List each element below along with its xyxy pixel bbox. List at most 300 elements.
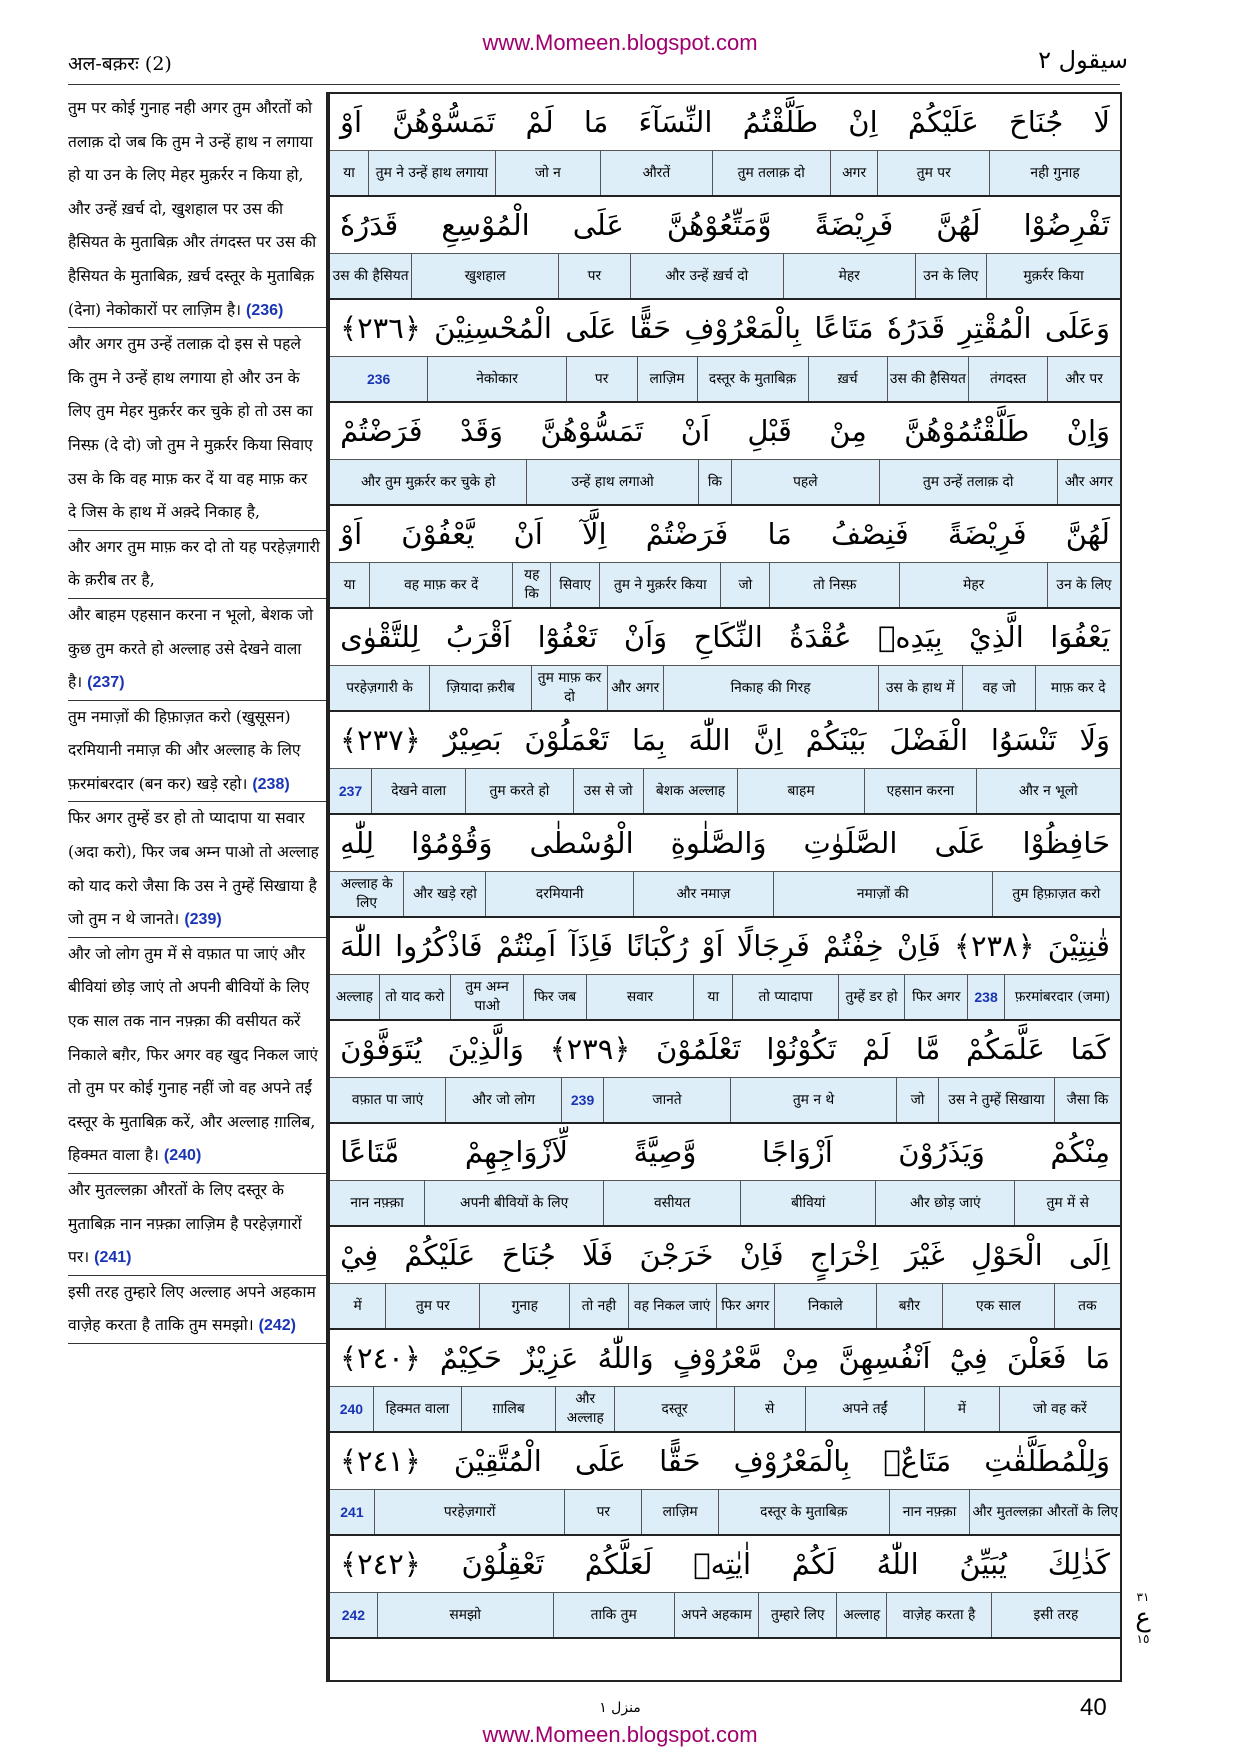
gloss-cell: पर [566,357,637,401]
arabic-word: اَقْرَبُ [446,620,512,654]
translation-paragraph [68,328,326,531]
translation-paragraph [68,531,326,599]
arabic-word: اللّٰهَ [340,929,383,963]
gloss-cell: सिवाए [550,563,599,607]
arabic-word: لَعَلَّكُمْ [584,1547,653,1581]
gloss-row [330,975,1120,1019]
gloss-cell: लाज़िम [637,357,697,401]
gloss-cell: ज़ियादा क़रीब [429,666,531,710]
arabic-word: وَقَدْ [459,414,504,448]
gloss-cell: तुम पर [877,151,989,195]
arabic-word: طَلَّقْتُمُ [742,105,819,139]
verse-reference: (237) [87,674,125,692]
gloss-row [330,563,1120,607]
verse-reference: (242) [258,1317,296,1335]
arabic-word: اِلَّآ [581,517,607,551]
gloss-cell: वह माफ़ कर दें [369,563,512,607]
gloss-cell: पर [564,1490,641,1534]
verse-reference: (236) [246,301,284,319]
verse-block [330,1433,1120,1536]
arabic-word: وَقُوْمُوْا [411,826,493,860]
arabic-word: اللّٰهَ [688,723,731,757]
gloss-row [330,769,1120,813]
arabic-word: بِالْمَعْرُوْفِ [733,1444,851,1478]
arabic-word: اَوْ [701,929,724,963]
gloss-row [330,254,1120,298]
translation-paragraph [68,701,326,803]
arabic-line [330,1227,1120,1284]
translation-text: और जो लोग तुम में से वफ़ात पा जाएं और बीवियां छोड़ जाएं तो अपनी बीवियों के लिए एक साल तक नान नफ़्क़ा की वसीयत करें निकाले बग़ैर, फिर अगर वह खुद निकल जाएं तो तुम पर कोई गुनाह नहीं जो वह अपने तईं दस्तूर के मुताबिक़ करें, और अल्लाह ग़ालिब, हिक्मत वाला है। [68,944,318,1165]
gloss-cell: बीवियां [740,1181,875,1225]
arabic-line [330,1330,1120,1387]
gloss-cell: अपने अहकाम [674,1593,758,1637]
gloss-cell: उस से जो [573,769,643,813]
arabic-word: قَبْلِ [747,414,792,448]
site-url-header: www.Momeen.blogspot.com [482,30,758,55]
gloss-cell: तुम अम्न पाओ [450,975,523,1019]
gloss-cell: अल्लाह [335,988,373,1005]
gloss-cell: नान नफ़्क़ा [350,1194,404,1211]
arabic-word: مَا [1085,1341,1110,1375]
gloss-cell: जैसा कि [1054,1078,1120,1122]
gloss-cell: जो [720,563,769,607]
arabic-word: كَمَا [1070,1032,1110,1066]
translation-text: और बाहम एहसान करना न भूलो, बेशक जो कुछ तुम करते हो अल्लाह उसे देखने वाला है। [68,605,314,692]
gloss-cell: और जो लोग [445,1078,561,1122]
gloss-cell: और मुतल्लक़ा औरतों के लिए [969,1490,1120,1534]
ruku-symbol: ع [1135,1603,1151,1633]
arabic-word: لَا [1093,105,1110,139]
arabic-word: بِالْمَعْرُوْفِ [684,311,801,345]
header-divider [68,84,1120,85]
gloss-cell: तुम्हारे लिए [758,1593,836,1637]
gloss-cell: हिक्मत वाला [373,1387,461,1431]
gloss-row [330,460,1120,504]
gloss-cell: परहेज़गारों [374,1490,565,1534]
gloss-cell: और अगर [607,666,663,710]
arabic-word: اللّٰهُ [876,1547,919,1581]
arabic-word: فَرَضْتُمْ [340,414,423,448]
arabic-word: لِّاَزْوَاجِهِمْ [464,1135,569,1169]
gloss-cell: अपनी बीवियों के लिए [424,1181,603,1225]
gloss-cell: निकाह की गिरह [663,666,878,710]
arabic-word: اِنَّ [753,723,783,757]
arabic-word: طَلَّقْتُمُوْهُنَّ [904,414,1030,448]
gloss-cell: उस की हैसियत [332,267,409,284]
arabic-word: تَنْسَوُا [990,723,1057,757]
gloss-cell: तुम तलाक़ दो [712,151,830,195]
gloss-cell: तंगदस्त [968,357,1047,401]
arabic-word: مِنْ [781,1341,820,1375]
arabic-word: تَكُوْنُوْا [766,1032,837,1066]
arabic-line [330,506,1120,563]
arabic-word: عَلَى [572,208,624,242]
gloss-cell: नान नफ़्क़ा [889,1490,970,1534]
arabic-word: بَصِيْرٌ [443,723,502,757]
gloss-verse-number: 236 [366,370,391,387]
arabic-word: بَيْنَكُمْ [805,723,867,757]
gloss-cell: उन के लिए [1047,563,1120,607]
gloss-cell: और तुम मुक़र्रर कर चुके हो [360,473,496,490]
arabic-line [330,94,1120,151]
translation-paragraph [68,1276,326,1344]
arabic-word: لَمْ [862,1032,891,1066]
verse-block [330,712,1120,815]
gloss-cell: नेकोकार [427,357,566,401]
arabic-word: مِنْ [829,414,867,448]
gloss-cell: अल्लाह के लिए [340,876,393,911]
gloss-cell: वह निकल जाएं [628,1284,716,1328]
arabic-word: حَافِظُوْا [1022,826,1110,860]
gloss-cell: नमाज़ों की [773,872,992,916]
arabic-word: الْمُحْسِنِيْنَ [434,311,552,345]
arabic-word: الَّذِيْ [969,620,1024,654]
arabic-word: عَلَيْكُمْ [404,1238,476,1272]
arabic-word: فَلَا [582,1238,614,1272]
gloss-verse-number: 237 [338,782,363,799]
arabic-word: جُنَاحَ [1009,105,1064,139]
arabic-word: قٰنِتِيْنَ [1047,929,1110,963]
arabic-word: فَرَضْتُمْ [645,517,729,551]
arabic-line [330,815,1120,872]
arabic-word: غَيْرَ [904,1238,945,1272]
gloss-cell: और उन्हें ख़र्च दो [630,254,783,298]
arabic-word: ﴿٢٤١﴾ [340,1444,421,1478]
arabic-word: كَذٰلِكَ [1047,1547,1110,1581]
translation-paragraph [68,802,326,937]
arabic-word: وَاَنْ [623,620,668,654]
gloss-cell: तक [1054,1284,1120,1328]
verse-reference: (239) [184,911,222,929]
translation-text: फिर अगर तुम्हें डर हो तो प्यादापा या सवार (अदा करो), फिर जब अम्न पाओ तो अल्लाह को याद करो जैसा कि उस ने तुम्हें सिखाया है जो तुम न थे जानते। [68,809,319,929]
gloss-cell: तो याद करो [379,975,450,1019]
gloss-row [330,1078,1120,1122]
arabic-word: اِلَى [1068,1238,1110,1272]
gloss-row [330,1593,1120,1637]
gloss-cell: निकाले [774,1284,876,1328]
arabic-word: وَعَلَى [1044,311,1110,345]
gloss-cell: मेहर [783,254,915,298]
gloss-cell: फिर अगर [716,1284,774,1328]
gloss-cell: माफ़ कर दे [1035,666,1120,710]
arabic-word: قَدَرُهٗ [340,208,399,242]
arabic-word: فَاِنْ [739,1238,784,1272]
gloss-row [330,1284,1120,1328]
gloss-cell: तुम हिफ़ाज़त करो [992,872,1120,916]
gloss-cell: तुम माफ़ कर दो [531,666,607,710]
gloss-cell: तो प्यादापा [732,975,837,1019]
arabic-line [330,1124,1120,1181]
arabic-line [330,1536,1120,1593]
gloss-cell: अपने तईं [805,1387,924,1431]
gloss-cell: खुशहाल [411,254,558,298]
arabic-word: اَنْ [513,517,543,551]
gloss-cell: ताकि तुम [553,1593,674,1637]
arabic-word: النِّسَآءَ [638,105,713,139]
translation-text: और अगर तुम माफ़ कर दो तो यह परहेज़गारी के क़रीब तर है, [68,537,320,590]
translation-paragraph [68,92,326,328]
arabic-word: عُقْدَةُ [789,620,852,654]
gloss-cell: बेशक अल्लाह [643,769,737,813]
arabic-word: الْمُوْسِعِ [441,208,530,242]
gloss-cell: एक साल [942,1284,1054,1328]
arabic-word: وَّصِيَّةً [633,1135,697,1169]
gloss-cell: परहेज़गारी के [346,679,413,696]
verse-block [330,94,1120,197]
arabic-word: وَالصَّلٰوةِ [670,826,767,860]
arabic-word: اَزْوَاجًا [761,1135,833,1169]
verse-reference: (241) [94,1249,132,1267]
arabic-word: مَتَاعٌۢ [883,1444,952,1478]
translation-paragraph [68,1174,326,1276]
arabic-word: يُبَيِّنُ [959,1547,1007,1581]
arabic-word: ﴿٢٣٨﴾ [953,929,1035,963]
arabic-word: الْمُقْتِرِ [958,311,1032,345]
arabic-word: عَلَّمَكُمْ [965,1032,1045,1066]
arabic-word: لِلّٰهِ [340,826,375,860]
verse-block [330,1021,1120,1124]
translation-text: इसी तरह तुम्हारे लिए अल्लाह अपने अहकाम वाज़ेह करता है ताकि तुम समझो। [68,1282,316,1335]
arabic-word: يَّعْفُوْنَ [401,517,475,551]
gloss-cell: सवार [586,975,693,1019]
arabic-word: تَمَسُّوْهُنَّ [392,105,496,139]
arabic-word: تَعْمَلُوْنَ [524,723,610,757]
arabic-word: فِيْ [340,1238,379,1272]
arabic-word: فَنِصْفُ [830,517,909,551]
verse-block [330,403,1120,506]
page-number: 40 [1080,1694,1107,1721]
gloss-cell: औरतें [600,151,712,195]
arabic-line [330,712,1120,769]
surah-title: अल-बक़रः (2) [68,53,172,75]
gloss-cell: तो निस्फ़ [769,563,899,607]
verse-block [330,1330,1120,1433]
arabic-line [330,1021,1120,1078]
manzil-label: منزل ١ [599,1700,641,1716]
arabic-word: لِلتَّقْوٰى [340,620,420,654]
arabic-word: اَوْ [340,517,363,551]
gloss-cell: उस की हैसियत [887,357,968,401]
arabic-word: تَفْرِضُوْا [1023,208,1110,242]
gloss-cell: और अगर [1057,460,1120,504]
arabic-word: اَوْ [340,105,363,139]
translation-text: और अगर तुम उन्हें तलाक़ दो इस से पहले कि तुम ने उन्हें हाथ लगाया हो और उन के लिए तुम मेहर मुक़र्रर कर चुके हो तो उस का निस्फ़ (दे दो) जो तुम ने मुक़र्रर किया सिवाए उस के कि वह माफ़ कर दें या वह माफ़ कर दे जिस के हाथ में अक़्दे निकाह है, [68,335,313,522]
ruku-bottom-number: ١٥ [1136,1632,1150,1646]
gloss-cell: यह कि [512,563,550,607]
arabic-word: عَلَى [574,1444,626,1478]
gloss-cell: जानते [603,1078,730,1122]
verse-block [330,815,1120,918]
arabic-word: عَلَيْكُمْ [907,105,979,139]
arabic-word: رُكْبَانًا [626,929,689,963]
arabic-word: يَعْفُوَا [1050,620,1110,654]
verse-reference: (238) [252,775,290,793]
translation-paragraph [68,599,326,701]
arabic-word: قَدَرُهٗ [886,311,946,345]
gloss-verse-number: 238 [967,975,1004,1019]
arabic-word: لَهُنَّ [936,208,981,242]
arabic-word: تَعْفُوْٓا [537,620,598,654]
gloss-cell: बग़ैर [876,1284,942,1328]
gloss-cell: ग़ालिब [461,1387,555,1431]
arabic-line [330,403,1120,460]
verse-block [330,918,1120,1021]
gloss-cell: तुम करते हो [465,769,572,813]
arabic-word: الْوُسْطٰى [529,826,634,860]
gloss-row [330,872,1120,916]
gloss-verse-number: 240 [339,1400,364,1417]
arabic-word: مَّتَاعًا [340,1135,400,1169]
translation-text: और मुतल्लक़ा औरतों के लिए दस्तूर के मुताबिक़ नान नफ़्क़ा लाज़िम है परहेज़गारों पर। [68,1181,302,1267]
gloss-verse-number: 239 [561,1078,603,1122]
gloss-cell: उस के हाथ में [878,666,963,710]
arabic-word: لَكُمْ [791,1547,836,1581]
gloss-cell: में [924,1387,999,1431]
gloss-cell: या [343,576,356,593]
gloss-cell: देखने वाला [371,769,465,813]
arabic-word: حَقًّا [659,1444,701,1478]
gloss-cell: और अल्लाह [555,1387,614,1431]
arabic-word: اَمِنْتُمْ [495,929,557,963]
gloss-cell: और खड़े रहो [403,872,485,916]
gloss-cell: तुम ने मुक़र्रर किया [599,563,720,607]
arabic-word: ﴿٢٤٠﴾ [340,1341,421,1375]
verse-block [330,1227,1120,1330]
gloss-cell: जो वह करें [999,1387,1120,1431]
gloss-cell: ख़र्च [808,357,887,401]
gloss-cell: जो न [495,151,600,195]
gloss-row [330,666,1120,710]
gloss-cell: तुम ने उन्हें हाथ लगाया [368,151,495,195]
gloss-row [330,1490,1120,1534]
arabic-line [330,197,1120,254]
gloss-cell: उन्हें हाथ लगाओ [526,460,697,504]
arabic-word: الْحَوْلِ [971,1238,1043,1272]
gloss-cell: वफ़ात पा जाएं [351,1091,424,1108]
arabic-word: وَاللّٰهُ [597,1341,654,1375]
gloss-cell: बाहम [737,769,864,813]
gloss-cell: और छोड़ जाएं [875,1181,1014,1225]
gloss-row [330,1387,1120,1431]
gloss-cell: तो नही [569,1284,627,1328]
gloss-cell: उस ने तुम्हें सिखाया [938,1078,1054,1122]
gloss-verse-number: 242 [341,1606,366,1623]
arabic-word: عَلَى [565,311,617,345]
arabic-word: فَعَلْنَ [1006,1341,1067,1375]
arabic-word: وَلِلْمُطَلَّقٰتِ [984,1444,1110,1478]
gloss-cell: मेहर [899,563,1047,607]
gloss-cell: जो [896,1078,938,1122]
gloss-row [330,151,1120,195]
arabic-word: حَقًّا [629,311,672,345]
arabic-word: وَاِنْ [1066,414,1110,448]
arabic-word: ﴿٢٣٧﴾ [340,723,421,757]
verse-block [330,300,1120,403]
arabic-word: مَتَاعًا [814,311,874,345]
gloss-cell: एहसान करना [864,769,976,813]
arabic-word: لَهُنَّ [1065,517,1110,551]
gloss-cell: गुनाह [479,1284,569,1328]
gloss-cell: उन के लिए [915,254,987,298]
gloss-cell: पर [558,254,630,298]
site-url-footer: www.Momeen.blogspot.com [482,1722,758,1747]
arabic-word: وَالَّذِيْنَ [447,1032,524,1066]
arabic-word: اِنْ [848,105,878,139]
arabic-word: خَرَجْنَ [639,1238,714,1272]
arabic-word: لَمْ [525,105,554,139]
arabic-word: فَاِنْ [896,929,941,963]
translation-text: तुम नमाज़ों की हिफ़ाज़त करो (खुसूसन) दरमियानी नमाज़ की और अल्लाह के लिए फ़रमांबरदार (बन कर) खड़े रहो। [68,707,301,793]
hindi-translation-column [68,92,328,1682]
gloss-verse-number: 241 [340,1503,364,1520]
arabic-word: اَنْفُسِهِنَّ [838,1341,931,1375]
arabic-word: وَيَذَرُوْنَ [898,1135,985,1169]
gloss-cell: या [693,975,732,1019]
gloss-cell: तुम न थे [730,1078,896,1122]
gloss-cell: दस्तूर [614,1387,733,1431]
gloss-cell: लाज़िम [641,1490,718,1534]
gloss-row [330,357,1120,401]
arabic-word: ﴿٢٣٦﴾ [340,311,421,345]
gloss-cell: समझो [377,1593,553,1637]
arabic-word: فَاذْكُرُوا [395,929,483,963]
gloss-cell: तुम उन्हें तलाक़ दो [879,460,1057,504]
arabic-word: يُتَوَفَّوْنَ [340,1032,423,1066]
arabic-word: فَرِيْضَةً [947,517,1027,551]
arabic-word: عَزِيْزٌ [521,1341,579,1375]
arabic-word: خِفْتُمْ [823,929,884,963]
verse-block [330,1124,1120,1227]
gloss-cell: दस्तूर के मुताबिक़ [697,357,808,401]
gloss-cell: नही गुनाह [989,151,1120,195]
gloss-cell: कि [698,460,731,504]
gloss-cell: फिर जब [523,975,586,1019]
arabic-word: حَكِيْمٌ [439,1341,502,1375]
gloss-cell: पहले [731,460,879,504]
gloss-cell: तुम पर [385,1284,479,1328]
arabic-word: الْفَضْلَ [889,723,969,757]
arabic-word: اِخْرَاجٍ [809,1238,879,1272]
arabic-word: جُنَاحَ [501,1238,556,1272]
arabic-line [330,609,1120,666]
arabic-word: مَّا [915,1032,941,1066]
translation-paragraph [68,938,326,1174]
arabic-word: بِمَا [631,723,666,757]
gloss-cell: तुम में से [1014,1181,1120,1225]
arabic-line [330,300,1120,357]
arabic-word: الصَّلَوٰتِ [803,826,898,860]
arabic-word: الْمُتَّقِيْنَ [453,1444,542,1478]
gloss-cell: वाज़ेह करता है [886,1593,991,1637]
juz-title: سیقول ۲ [1038,46,1128,74]
arabic-word: مَا [583,105,609,139]
arabic-word: ﴿٢٣٩﴾ [549,1032,631,1066]
arabic-word: مَا [767,517,792,551]
gloss-cell: या [343,164,355,181]
gloss-cell: फिर अगर [904,975,967,1019]
verse-block [330,197,1120,300]
arabic-word: فَرِجَالًا [736,929,810,963]
arabic-word: مَّعْرُوْفٍ [672,1341,763,1375]
arabic-word: تَعْقِلُوْنَ [461,1547,545,1581]
gloss-cell: इसी तरह [991,1593,1120,1637]
word-by-word-column [328,92,1122,1682]
gloss-cell: अल्लाह [836,1593,886,1637]
arabic-word: تَمَسُّوْهُنَّ [540,414,644,448]
gloss-cell: से [734,1387,805,1431]
arabic-word: عَلَى [934,826,986,860]
arabic-line [330,1433,1120,1490]
